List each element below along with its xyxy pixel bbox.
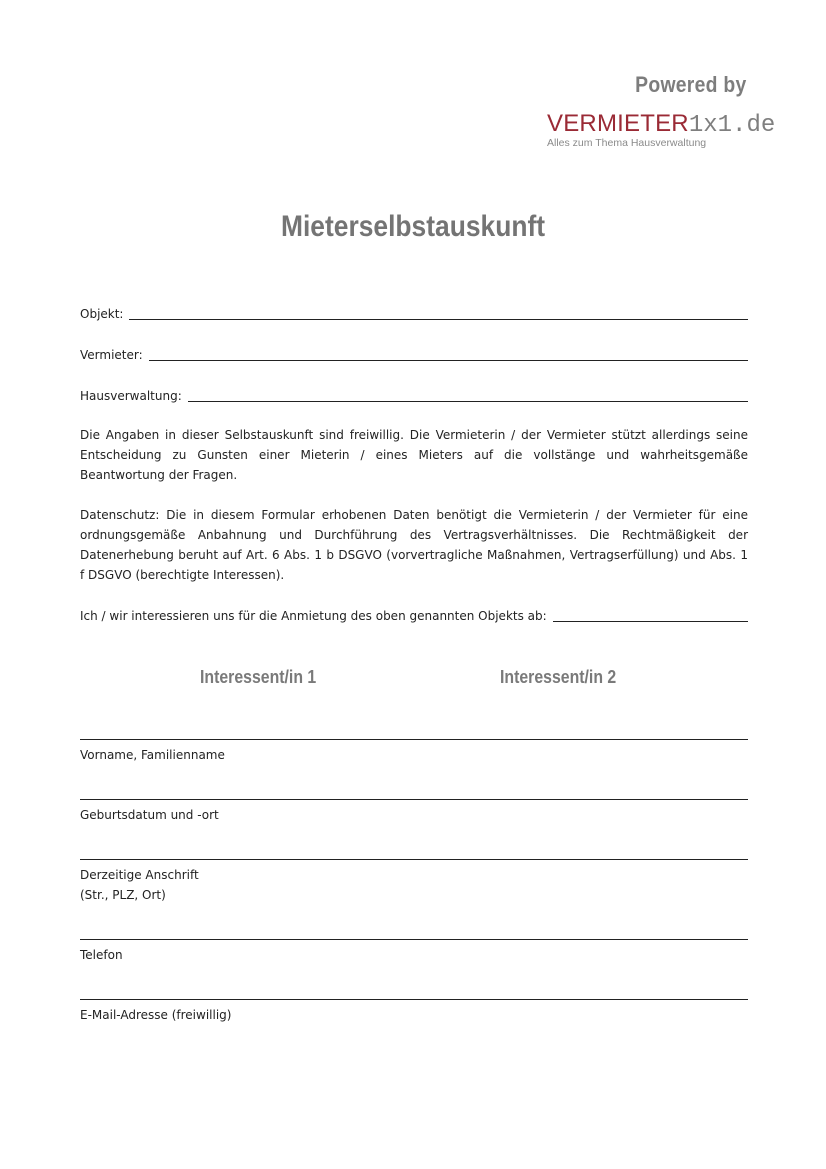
objekt-field[interactable]	[80, 306, 748, 322]
telefon-label: Telefon	[80, 948, 123, 962]
logo-wordmark	[547, 110, 776, 139]
email-input-line[interactable]	[80, 999, 748, 1000]
hausverwaltung-input-line[interactable]	[188, 401, 748, 402]
interessent-2-heading: Interessent/in 2	[500, 667, 617, 687]
powered-by-label: Powered by	[634, 72, 746, 97]
logo-grey-text: 1x1.de	[688, 112, 776, 139]
interessent-1-heading: Interessent/in 1	[200, 667, 317, 687]
hausverwaltung-field[interactable]	[80, 388, 748, 404]
anschrift-label: Derzeitige Anschrift	[80, 868, 199, 882]
objekt-label: Objekt:	[80, 307, 124, 321]
hausverwaltung-label: Hausverwaltung:	[80, 389, 182, 403]
geburt-label: Geburtsdatum und -ort	[80, 808, 219, 822]
anmietung-input-line[interactable]	[553, 621, 748, 622]
logo-red-text: VERMIETER	[547, 110, 689, 137]
name-input-line[interactable]	[80, 739, 748, 740]
objekt-input-line[interactable]	[129, 319, 748, 320]
geburt-input-line[interactable]	[80, 799, 748, 800]
logo-tagline: Alles zum Thema Hausverwaltung	[547, 137, 707, 149]
anmietung-label: Ich / wir interessieren uns für die Anmietung des oben genannten Objekts ab:	[80, 609, 547, 623]
name-label: Vorname, Familienname	[80, 748, 225, 762]
telefon-input-line[interactable]	[80, 939, 748, 940]
vermieter-field[interactable]	[80, 347, 748, 363]
anschrift-hint: (Str., PLZ, Ort)	[80, 888, 166, 902]
angaben-paragraph: Die Angaben in dieser Selbstauskunft sind freiwillig. Die Vermieterin / der Vermieter stützt allerdings seine Entscheidung zu Gunsten einer Mieterin / eines Mieters auf die vollstänge und wahrheitsgemäße Beantwortung der Fragen.	[80, 428, 748, 482]
anschrift-input-line[interactable]	[80, 859, 748, 860]
anmietung-field[interactable]	[80, 608, 748, 624]
vermieter-label: Vermieter:	[80, 348, 143, 362]
vermieter-input-line[interactable]	[149, 360, 748, 361]
email-label: E-Mail-Adresse (freiwillig)	[80, 1008, 232, 1022]
datenschutz-paragraph: Datenschutz: Die in diesem Formular erhobenen Daten benötigt die Vermieterin / der Vermieter für eine ordnungsgemäße Anbahnung und Durchführung des Vertragsverhältnisses. Die Rechtmäßigkeit der Datenerhebung beruht auf Art. 6 Abs. 1 b DSGVO (vorvertragliche Maßnahmen, Vertragserfüllung) und Abs. 1 f DSGVO (berechtigte Interessen).	[80, 508, 748, 582]
document-title: Mieterselbstauskunft	[280, 210, 546, 243]
vermieter1x1-logo	[547, 110, 776, 149]
